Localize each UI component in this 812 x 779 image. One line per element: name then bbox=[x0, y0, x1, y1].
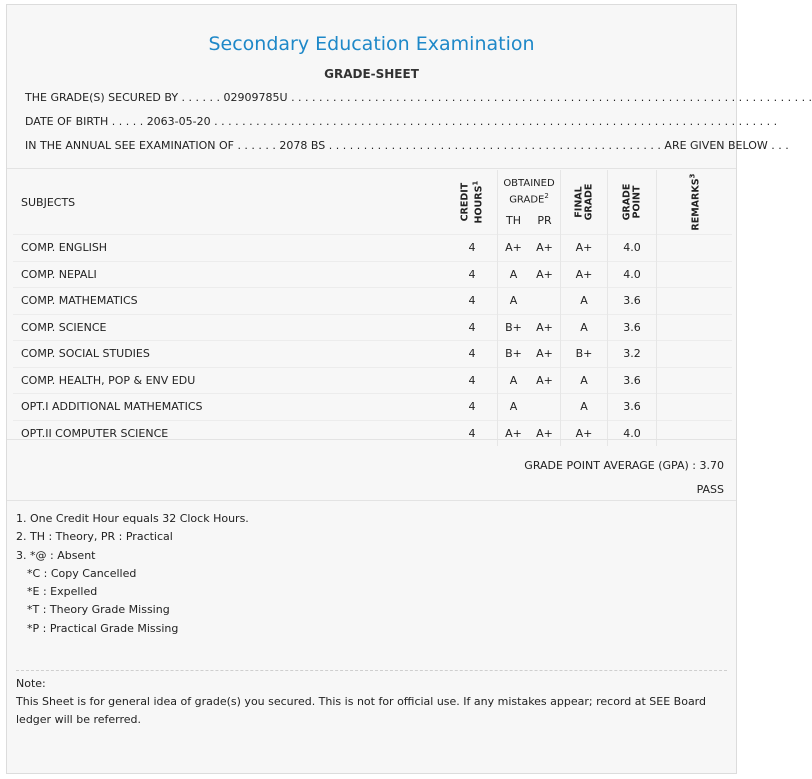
grades-table bbox=[13, 170, 732, 446]
obtained-line2: GRADE bbox=[509, 194, 545, 206]
grade-point-cell: 4.0 bbox=[608, 235, 657, 262]
credit-cell: 4 bbox=[447, 261, 498, 288]
footnote-copy-cancelled: *C : Copy Cancelled bbox=[27, 566, 137, 580]
gpa-label: GRADE POINT AVERAGE (GPA) : bbox=[524, 459, 696, 472]
table-header bbox=[13, 170, 732, 235]
final-grade-cell: A+ bbox=[561, 235, 608, 262]
dob-dots: . . . . . . . . . . . . . . . . . . . . . . . . . . . . . . . . . . . . . . . . . . . . . . . . . . . . . . . . . . . . . . . . . . . . . . . . . . . . . . . . . bbox=[214, 115, 778, 128]
th-cell: A bbox=[498, 261, 530, 288]
subject-cell: OPT.II COMPUTER SCIENCE bbox=[13, 420, 447, 446]
footnote-1: 1. One Credit Hour equals 32 Clock Hours. bbox=[16, 512, 249, 525]
footnotes bbox=[16, 510, 249, 638]
table-row bbox=[13, 288, 732, 315]
grade-point-cell: 4.0 bbox=[608, 261, 657, 288]
grade-point-header bbox=[608, 170, 657, 235]
th-cell: B+ bbox=[498, 341, 530, 368]
remarks-label: REMARKS bbox=[690, 178, 702, 231]
credit-cell: 4 bbox=[447, 367, 498, 394]
disclaimer-note bbox=[16, 670, 727, 729]
gpa-value: 3.70 bbox=[699, 459, 724, 472]
credit-cell: 4 bbox=[447, 288, 498, 315]
subjects-header: SUBJECTS bbox=[21, 195, 76, 209]
subject-cell: COMP. MATHEMATICS bbox=[13, 288, 447, 315]
footnote-expelled: *E : Expelled bbox=[27, 585, 98, 599]
remarks-cell bbox=[657, 367, 733, 394]
table-row bbox=[13, 420, 732, 446]
exam-title: Secondary Education Examination bbox=[208, 33, 535, 55]
final-grade-cell: B+ bbox=[561, 341, 608, 368]
gpa-summary bbox=[524, 459, 724, 472]
table-row bbox=[13, 394, 732, 421]
pr-cell: A+ bbox=[529, 341, 561, 368]
exam-suffix: ARE GIVEN BELOW . . . bbox=[664, 139, 789, 152]
obtained-grade-header bbox=[498, 170, 561, 235]
exam-label: IN THE ANNUAL SEE EXAMINATION OF . . . . . . bbox=[25, 139, 276, 152]
grade-point-cell: 3.6 bbox=[608, 314, 657, 341]
th-cell: A bbox=[498, 367, 530, 394]
remarks-cell bbox=[657, 314, 733, 341]
grade-sheet bbox=[6, 4, 812, 774]
exam-year: 2078 BS bbox=[279, 139, 326, 152]
exam-dots: . . . . . . . . . . . . . . . . . . . . . . . . . . . . . . . . . . . . . . . . . . . . . . . . bbox=[328, 139, 661, 152]
credit-header-line2: HOURS bbox=[473, 185, 485, 224]
th-pr-subheader bbox=[498, 214, 560, 227]
pr-cell: A+ bbox=[529, 367, 561, 394]
credit-hours-header bbox=[447, 170, 498, 235]
obtained-line1: OBTAINED bbox=[503, 177, 555, 189]
grade-sheet-heading: GRADE-SHEET bbox=[324, 67, 419, 81]
subject-cell: COMP. SOCIAL STUDIES bbox=[13, 341, 447, 368]
th-cell: A+ bbox=[498, 235, 530, 262]
footnote-2: 2. TH : Theory, PR : Practical bbox=[16, 530, 173, 544]
result-status: PASS bbox=[696, 483, 724, 496]
credit-header-line1: CREDIT bbox=[458, 182, 470, 222]
final-line1: FINAL bbox=[573, 186, 584, 218]
grade-point-cell: 3.6 bbox=[608, 394, 657, 421]
th-header: TH bbox=[506, 214, 521, 228]
final-grade-cell: A bbox=[561, 367, 608, 394]
final-grade-header bbox=[561, 170, 608, 235]
th-cell: B+ bbox=[498, 314, 530, 341]
remarks-cell bbox=[657, 261, 733, 288]
obtained-grade-title bbox=[498, 177, 560, 206]
th-cell: A bbox=[498, 288, 530, 315]
remarks-sup: 3 bbox=[688, 173, 697, 179]
point-line2: POINT bbox=[631, 185, 642, 219]
table-row bbox=[13, 341, 732, 368]
point-line1: GRADE bbox=[621, 183, 632, 221]
credit-cell: 4 bbox=[447, 420, 498, 446]
footnote-theory-missing: *T : Theory Grade Missing bbox=[27, 603, 170, 617]
pr-cell bbox=[529, 288, 561, 315]
pr-cell: A+ bbox=[529, 314, 561, 341]
date-of-birth: 2063-05-20 bbox=[146, 115, 211, 128]
final-line2: GRADE bbox=[583, 183, 594, 221]
pr-cell: A+ bbox=[529, 261, 561, 288]
remarks-cell bbox=[657, 235, 733, 262]
grade-point-cell: 3.6 bbox=[608, 288, 657, 315]
subject-cell: COMP. HEALTH, POP & ENV EDU bbox=[13, 367, 447, 394]
table-row bbox=[13, 261, 732, 288]
remarks-cell bbox=[657, 341, 733, 368]
final-grade-cell: A bbox=[561, 314, 608, 341]
subject-cell: COMP. NEPALI bbox=[13, 261, 447, 288]
credit-cell: 4 bbox=[447, 235, 498, 262]
table-row bbox=[13, 314, 732, 341]
subject-cell: COMP. ENGLISH bbox=[13, 235, 447, 262]
grade-point-cell: 3.2 bbox=[608, 341, 657, 368]
pr-header: PR bbox=[537, 214, 552, 228]
divider bbox=[7, 168, 736, 169]
obtained-sup: 2 bbox=[544, 191, 549, 200]
footnote-practical-missing: *P : Practical Grade Missing bbox=[27, 621, 179, 635]
final-grade-cell: A bbox=[561, 394, 608, 421]
divider bbox=[7, 439, 736, 440]
note-text: This Sheet is for general idea of grade(s) you secured. This is not for official use. If any mistakes appear; record at SEE Board ledger will be referred. bbox=[16, 695, 706, 726]
remarks-cell bbox=[657, 394, 733, 421]
divider bbox=[7, 500, 736, 501]
grade-point-cell: 4.0 bbox=[608, 420, 657, 446]
subject-cell: OPT.I ADDITIONAL MATHEMATICS bbox=[13, 394, 447, 421]
credit-cell: 4 bbox=[447, 394, 498, 421]
secured-by-label: THE GRADE(S) SECURED BY . . . . . . bbox=[25, 91, 221, 104]
secured-by-dots: . . . . . . . . . . . . . . . . . . . . . . . . . . . . . . . . . . . . . . . . . . . . . . . . . . . . . . . . . . . . . . . . . . . . . . . . . . . bbox=[291, 91, 812, 104]
credit-sup: 1 bbox=[470, 180, 479, 186]
credit-cell: 4 bbox=[447, 314, 498, 341]
table-row bbox=[13, 367, 732, 394]
pr-cell: A+ bbox=[529, 235, 561, 262]
secured-by-line bbox=[25, 91, 812, 104]
remarks-cell bbox=[657, 420, 733, 446]
table-row bbox=[13, 235, 732, 262]
subject-cell: COMP. SCIENCE bbox=[13, 314, 447, 341]
final-grade-cell: A bbox=[561, 288, 608, 315]
final-grade-cell: A+ bbox=[561, 420, 608, 446]
footnote-3: 3. *@ : Absent bbox=[16, 548, 96, 562]
pr-cell bbox=[529, 394, 561, 421]
exam-line bbox=[25, 139, 789, 152]
pr-cell: A+ bbox=[529, 420, 561, 446]
th-cell: A+ bbox=[498, 420, 530, 446]
remarks-cell bbox=[657, 288, 733, 315]
symbol-number: 02909785U bbox=[223, 91, 288, 104]
dob-label: DATE OF BIRTH . . . . . bbox=[25, 115, 144, 128]
credit-cell: 4 bbox=[447, 341, 498, 368]
note-heading: Note: bbox=[16, 677, 46, 690]
th-cell: A bbox=[498, 394, 530, 421]
grade-point-cell: 3.6 bbox=[608, 367, 657, 394]
remarks-header bbox=[657, 170, 733, 235]
dob-line bbox=[25, 115, 777, 128]
final-grade-cell: A+ bbox=[561, 261, 608, 288]
